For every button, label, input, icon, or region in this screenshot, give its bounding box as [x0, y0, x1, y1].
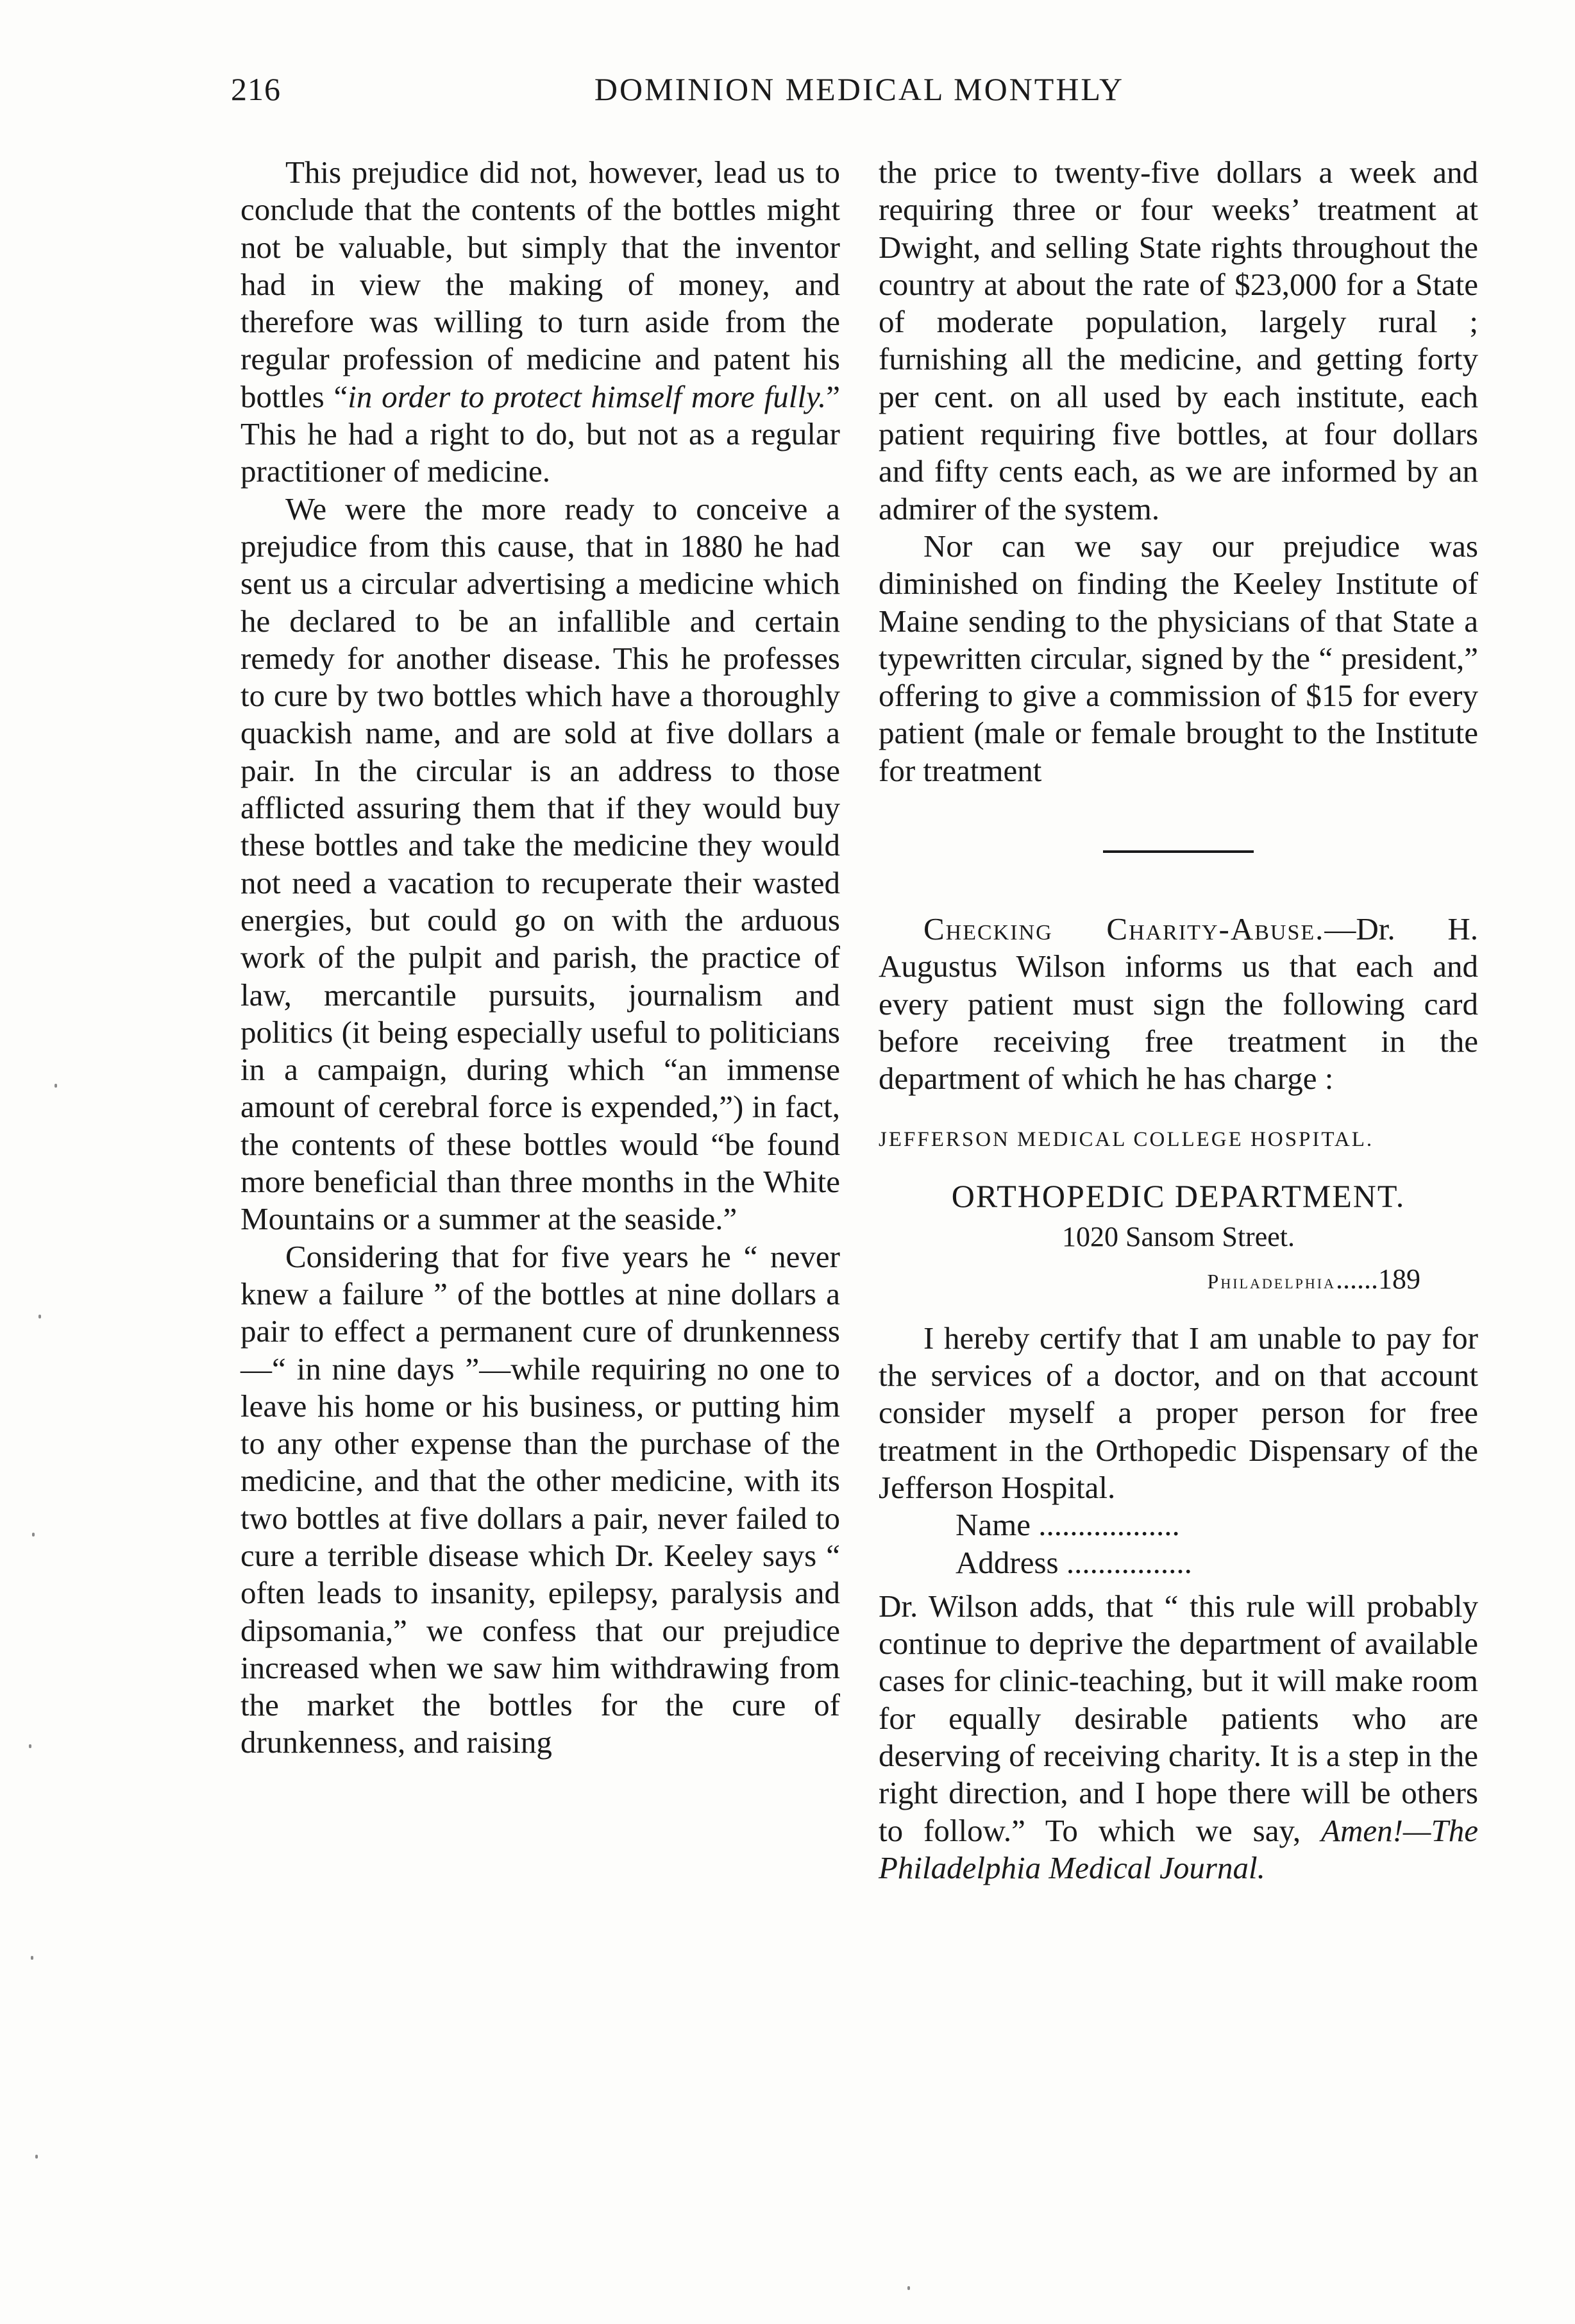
- left-column: [240, 154, 840, 1762]
- margin-speck: [29, 1744, 31, 1748]
- paragraph-text: This prejudice did not, however, lead us to conclude that the contents of the bottles might not be valuable, but simply that the inventor had in view the making of money, and therefore was willing to turn aside from the regular profession of medicine and patent his bottles “: [240, 155, 840, 414]
- margin-speck: [55, 1084, 57, 1088]
- name-field-line: Name ..................: [956, 1507, 1180, 1543]
- margin-speck: [31, 1956, 33, 1960]
- department-name: ORTHOPEDIC DEPARTMENT.: [951, 1177, 1406, 1214]
- section-paragraph: [879, 911, 1478, 1097]
- address-field-line: Address ................: [956, 1544, 1192, 1580]
- street-address: 1020 Sansom Street.: [1062, 1221, 1295, 1253]
- section-divider: [1103, 850, 1254, 853]
- margin-speck: [35, 2155, 38, 2159]
- citation: Amen!—The Philadelphia Medical Journal.: [879, 1812, 1478, 1885]
- city-name: Philadelphia: [1207, 1270, 1336, 1293]
- paragraph: [879, 1588, 1478, 1887]
- right-column: [879, 154, 1478, 1887]
- paragraph: We were the more ready to conceive a prejudice from this cause, that in 1880 he had sent us a circular advertising a medicine which he declared to be an infallible and certain remedy for another disease. This he professes to cure by two bottles which have a thoroughly quackish name, and are sold at five dollars a pair. In the circular is an address to those afflicted assuring them that if they would buy these bottles and take the medicine they would not need a vacation to recuperate their wasted energies, but could go on with the arduous work of the pulpit and parish, the practice of law, mercantile pursuits, journalism and politics (it being especially useful to politicians in a campaign, during which “an immense amount of cerebral force is expended,”) in fact, the contents of these bottles would “be found more beneficial than three months in the White Mountains or a summer at the seaside.”: [240, 491, 840, 1237]
- paragraph: the price to twenty-five dollars a week and requiring three or four weeks’ treatment at Dwight, and selling State rights throughout the country at about the rate of $23,000 for a State of moderate population, largely rural ; furnishing all the medicine, and getting forty per cent. on all used by each institute, each patient requiring five bottles, at four dollars and fifty cents each, as we are informed by an admirer of the system.: [879, 155, 1478, 526]
- certification-text: I hereby certify that I am unable to pay for the services of a doctor, and on that account consider myself a proper person for free treatment in the Orthopedic Dispensary of the Jefferson Hospital.: [879, 1320, 1478, 1505]
- page-number: 216: [231, 71, 281, 107]
- paragraph: [240, 154, 840, 491]
- hospital-name: JEFFERSON MEDICAL COLLEGE HOSPITAL.: [879, 1127, 1374, 1151]
- margin-speck: [32, 1533, 35, 1537]
- section-heading: Checking Charity-Abuse.: [923, 911, 1325, 947]
- paragraph-text: ” This he had a right to do, but not as a regular practitioner of medicine.: [240, 378, 840, 489]
- paragraph-text: Dr. Wilson adds, that “ this rule will probably continue to deprive the department of available cases for clinic-teaching, but it will make room for equally desirable patients who are deserving of receiving charity. It is a step in the right direction, and I hope there will be others to follow.” To which we say,: [879, 1588, 1478, 1848]
- paragraph: Considering that for five years he “ never knew a failure ” of the bottles at nine dollars a pair to effect a permanent cure of drunkenness—“ in nine days ”—while requiring no one to leave his home or his business, or putting him to any other expense than the purchase of the medicine, and that the other medicine, with its two bottles at five dollars a pair, never failed to cure a terrible disease which Dr. Keeley says “ often leads to insanity, epilepsy, paralysis and dipsomania,” we confess that our prejudice increased when we saw him withdrawing from the market the bottles for the cure of drunkenness, and raising: [240, 1238, 840, 1760]
- city-line: [879, 1261, 1420, 1300]
- margin-speck: [907, 2286, 910, 2290]
- paragraph-text: —Dr. H. Augustus Wilson informs us that each and every patient must sign the following card before receiving free treatment in the department of which he has charge :: [879, 911, 1478, 1097]
- paragraph: Nor can we say our prejudice was diminished on finding the Keeley Institute of Maine sending to the physicians of that State a typewritten circular, signed by the “ president,” offering to give a commission of $15 for every patient (male or female brought to the Institute for treatment: [879, 528, 1478, 788]
- margin-speck: [38, 1315, 41, 1318]
- running-title: DOMINION MEDICAL MONTHLY: [594, 71, 1125, 107]
- italic-quote: in order to protect himself more fully.: [348, 378, 827, 414]
- date-placeholder: ......189: [1336, 1263, 1420, 1295]
- page-header: [231, 71, 1488, 122]
